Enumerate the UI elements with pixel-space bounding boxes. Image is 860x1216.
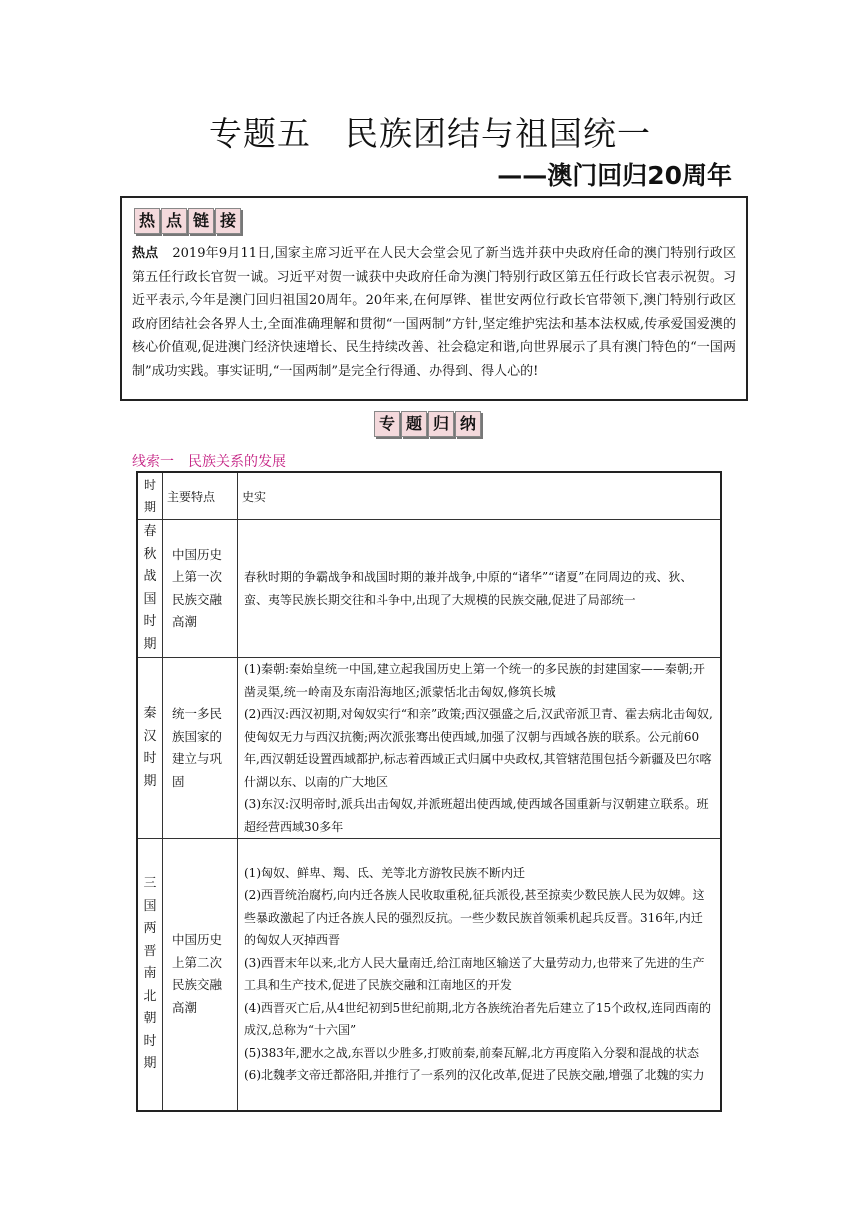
feature-cell: 统一多民族国家的建立与巩固: [163, 658, 238, 839]
facts-cell: (1)匈奴、鲜卑、羯、氐、羌等北方游牧民族不断内迁 (2)西晋统治腐朽,向内迁各族人民收取重税,征兵派役,甚至掠卖少数民族人民为奴婢。这些暴政激起了内迁各族人民的强烈反抗。一些少数民族首领乘机起兵反晋。316年,内迁的匈奴人灭掉西晋 (3)西晋末年以来,北方人民大量南迁,给江南地区输送了大量劳动力,也带来了先进的生产工具和生产技术,促进了民族交融和江南地区的开发 (4)西晋灭亡后,从4世纪初到5世纪前期,北方各族统治者先后建立了15个政权,连同西南的成汉,总称为“十六国” (5)383年,淝水之战,东晋以少胜多,打败前秦,前秦瓦解,北方再度陷入分裂和混战的状态 (6)北魏孝文帝迁都洛阳,并推行了一系列的汉化改革,促进了民族交融,增强了北魏的实力: [238, 839, 722, 1111]
period-cell: 三 国 两 晋 南 北 朝 时 期: [137, 839, 163, 1111]
page-title: 专题五 民族团结与祖国统一: [209, 114, 651, 153]
period-cell: 春 秋 战 国 时 期: [137, 520, 163, 658]
tag-char: 链: [188, 208, 214, 234]
tag-char: 点: [161, 208, 187, 234]
hot-link-box: [120, 196, 748, 401]
table-row: [137, 658, 721, 839]
table-row: [137, 520, 721, 658]
tag-char: 接: [215, 208, 241, 234]
feature-cell: 中国历史上第二次民族交融高潮: [163, 839, 238, 1111]
period-cell: 秦 汉 时 期: [137, 658, 163, 839]
hot-link-paragraph: [132, 242, 736, 383]
page-subtitle: ——澳门回归20周年: [497, 161, 732, 190]
facts-cell: 春秋时期的争霸战争和战国时期的兼并战争,中原的“诸华”“诸夏”在同周边的戎、狄、蛮、夷等民族长期交往和斗争中,出现了大规模的民族交融,促进了局部统一: [238, 520, 722, 658]
tag-char: 题: [401, 411, 427, 437]
summary-tag: [374, 411, 481, 437]
header-facts: 史实: [238, 472, 722, 520]
hot-label: 热点: [132, 246, 159, 261]
table-header-row: [137, 472, 721, 520]
tag-char: 专: [374, 411, 400, 437]
tag-char: 热: [134, 208, 160, 234]
tag-char: 归: [428, 411, 454, 437]
facts-cell: (1)秦朝:秦始皇统一中国,建立起我国历史上第一个统一的多民族的封建国家——秦朝;开凿灵渠,统一岭南及东南沿海地区;派蒙恬北击匈奴,修筑长城 (2)西汉:西汉初期,对匈奴实行“和亲”政策;西汉强盛之后,汉武帝派卫青、霍去病北击匈奴,使匈奴无力与西汉抗衡;两次派张骞出使西域,加强了汉朝与西域各族的联系。公元前60年,西汉朝廷设置西域都护,标志着西域正式归属中央政权,其管辖范围包括今新疆及巴尔喀什湖以东、以南的广大地区 (3)东汉:汉明帝时,派兵出击匈奴,并派班超出使西域,使西域各国重新与汉朝建立联系。班超经营西域30多年: [238, 658, 722, 839]
feature-cell: 中国历史上第一次民族交融高潮: [163, 520, 238, 658]
table-row: [137, 839, 721, 1111]
hot-link-tag: [134, 208, 241, 234]
hot-text: 2019年9月11日,国家主席习近平在人民大会堂会见了新当选并获中央政府任命的澳门特别行政区第五任行政长官贺一诚。习近平对贺一诚获中央政府任命为澳门特别行政区第五任行政长官表示祝贺。习近平表示,今年是澳门回归祖国20周年。20年来,在何厚铧、崔世安两位行政长官带领下,澳门特别行政区政府团结社会各界人士,全面准确理解和贯彻“一国两制”方针,坚定维护宪法和基本法权威,传承爱国爱澳的核心价值观,促进澳门经济快速增长、民生持续改善、社会稳定和谐,向世界展示了具有澳门特色的“一国两制”成功实践。事实证明,“一国两制”是完全行得通、办得到、得人心的!: [132, 246, 736, 379]
header-feature: 主要特点: [163, 472, 238, 520]
header-period: 时 期: [137, 472, 163, 520]
tag-char: 纳: [455, 411, 481, 437]
history-table: [136, 471, 722, 1112]
clue-heading: 线索一 民族关系的发展: [132, 454, 286, 470]
